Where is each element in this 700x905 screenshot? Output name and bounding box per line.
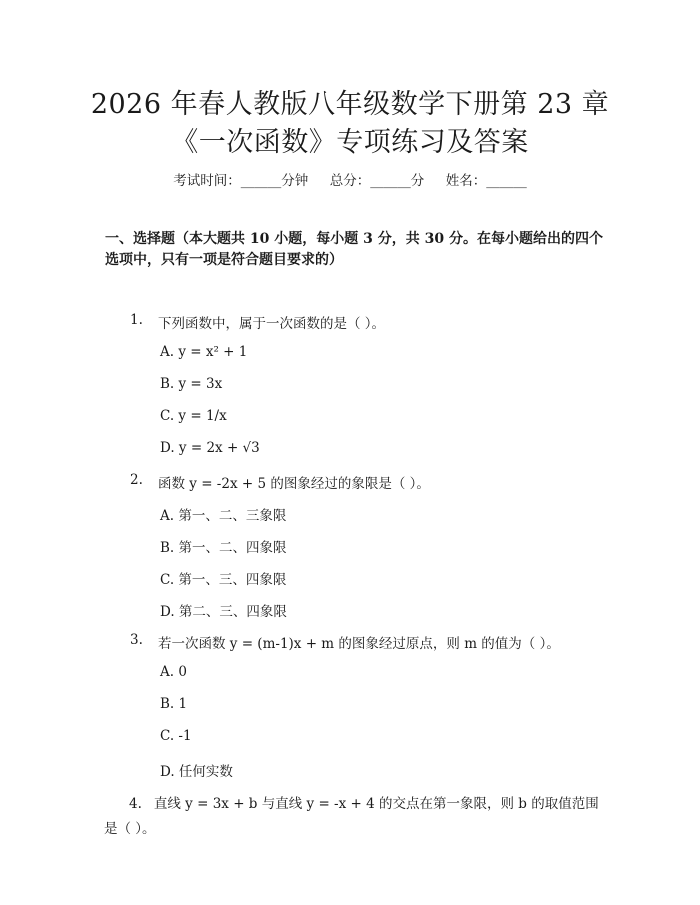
question-4-text: 直线 y = 3x + b 与直线 y = -x + 4 的交点在第一象限，则 b 的取值范围是（ ）。 bbox=[104, 796, 599, 837]
question-4 bbox=[104, 792, 604, 842]
section-heading-multiple-choice: 一、选择题（本大题共 10 小题，每小题 3 分，共 30 分。在每小题给出的四个选项中，只有一项是符合题目要求的） bbox=[105, 231, 603, 268]
document-title-line-1: 2026 年春人教版八年级数学下册第 23 章 bbox=[90, 89, 610, 120]
question-1-option-b: B. y = 3x bbox=[160, 376, 223, 392]
question-1-option-a: A. y = x² + 1 bbox=[160, 344, 248, 360]
question-3-number: 3. bbox=[130, 632, 143, 648]
question-1-text: 下列函数中，属于一次函数的是（ ）。 bbox=[158, 316, 386, 332]
question-1-number: 1. bbox=[130, 312, 143, 328]
question-3-option-a: A. 0 bbox=[160, 664, 187, 680]
document-title-line-2: 《一次函数》专项练习及答案 bbox=[171, 127, 529, 158]
question-3-option-b: B. 1 bbox=[160, 696, 188, 712]
question-2-number: 2. bbox=[130, 472, 143, 488]
question-2-option-d: D. 第二、三、四象限 bbox=[160, 604, 287, 620]
question-3-option-c: C. -1 bbox=[160, 728, 192, 744]
question-2-text: 函数 y = -2x + 5 的图象经过的象限是（ ）。 bbox=[158, 476, 430, 492]
exam-info-line: 考试时间：______分钟 总分：______分 姓名：______ bbox=[173, 173, 527, 189]
question-3-option-d: D. 任何实数 bbox=[160, 764, 233, 780]
question-1-option-c: C. y = 1/x bbox=[160, 408, 227, 424]
question-1-option-d: D. y = 2x + √3 bbox=[160, 440, 260, 456]
question-2-option-c: C. 第一、三、四象限 bbox=[160, 572, 287, 588]
question-4-number: 4. bbox=[129, 796, 142, 812]
question-2-option-b: B. 第一、二、四象限 bbox=[160, 540, 287, 556]
question-3-text: 若一次函数 y = (m-1)x + m 的图象经过原点，则 m 的值为（ ）。 bbox=[158, 636, 560, 652]
question-2-option-a: A. 第一、二、三象限 bbox=[160, 508, 287, 524]
